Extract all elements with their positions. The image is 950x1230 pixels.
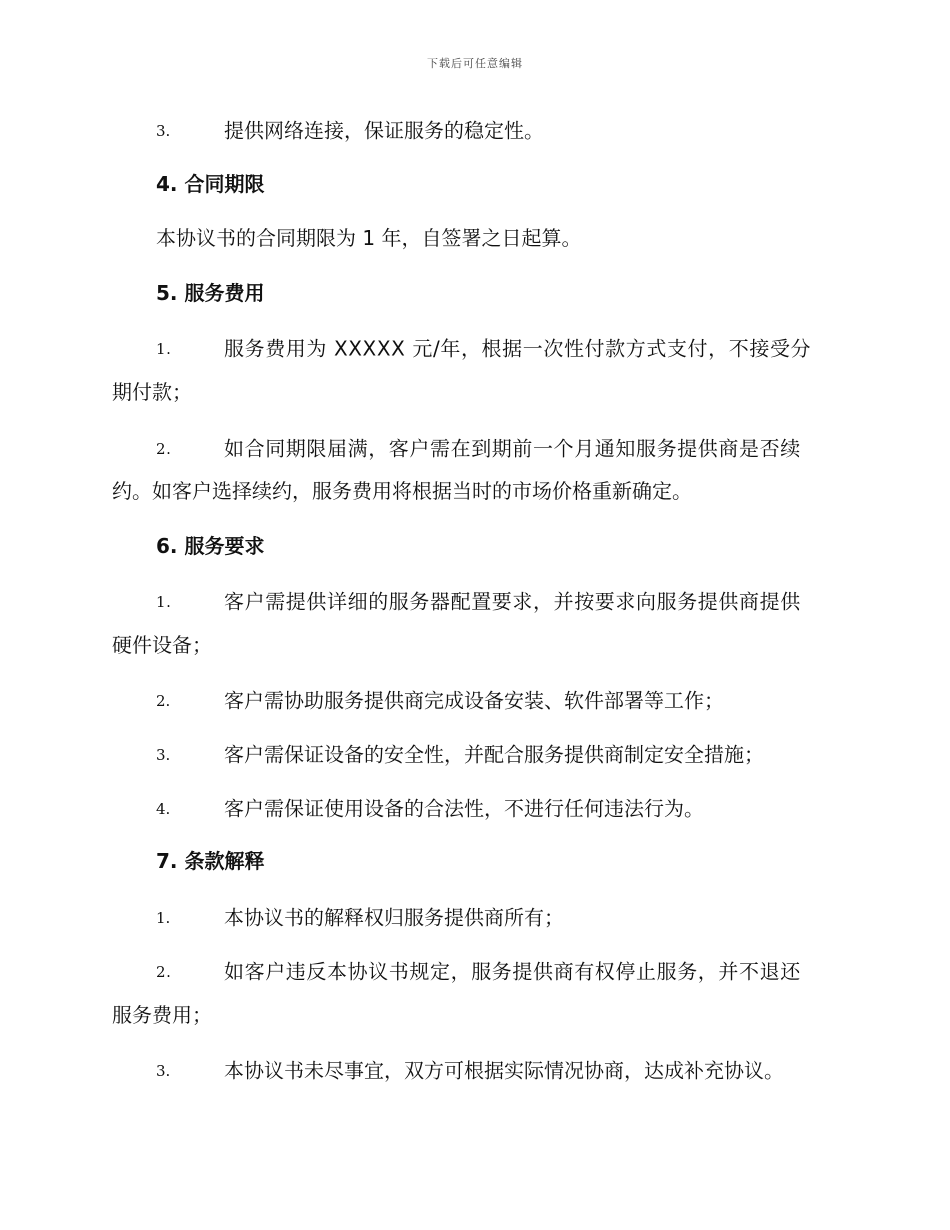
section-heading-term: 4. 合同期限	[156, 172, 265, 196]
list-item-number: 3.	[156, 745, 171, 764]
list-item	[156, 795, 886, 821]
list-item-number: 2.	[156, 439, 172, 458]
list-item-number: 1.	[156, 339, 172, 358]
list-item-number: 2.	[156, 691, 171, 710]
paragraph: 本协议书的合同期限为 1 年，自签署之日起算。	[156, 226, 582, 250]
list-item-number: 4.	[156, 799, 171, 818]
list-item-text: 客户需保证使用设备的合法性，不进行任何违法行为。	[224, 796, 704, 821]
section-heading-interpretation: 7. 条款解释	[156, 849, 265, 873]
list-item	[156, 741, 886, 767]
list-item-continuation: 期付款；	[112, 380, 192, 404]
list-item-text: 客户需协助服务提供商完成设备安装、软件部署等工作；	[224, 688, 724, 713]
list-item	[156, 687, 886, 713]
section-heading-fees: 5. 服务费用	[156, 281, 265, 305]
list-item	[156, 958, 886, 984]
list-item-text: 服务费用为 XXXXX 元/年，根据一次性付款方式支付，不接受分	[224, 336, 812, 361]
list-item-text: 如客户违反本协议书规定，服务提供商有权停止服务，并不退还	[224, 959, 801, 984]
list-item-continuation: 约。如客户选择续约，服务费用将根据当时的市场价格重新确定。	[112, 479, 692, 503]
list-item-text: 如合同期限届满，客户需在到期前一个月通知服务提供商是否续	[224, 436, 801, 461]
list-item-continuation: 服务费用；	[112, 1003, 212, 1027]
list-item-number: 1.	[156, 908, 171, 927]
list-item-text: 本协议书的解释权归服务提供商所有；	[224, 905, 564, 930]
list-item-number: 3.	[156, 121, 171, 140]
list-item	[156, 335, 886, 361]
list-item-number: 1.	[156, 592, 172, 611]
list-item	[156, 117, 886, 143]
list-item-number: 3.	[156, 1061, 171, 1080]
list-item-text: 客户需提供详细的服务器配置要求，并按要求向服务提供商提供	[224, 589, 801, 614]
page-header-note: 下载后可任意编辑	[427, 57, 523, 70]
list-item-text: 本协议书未尽事宜，双方可根据实际情况协商，达成补充协议。	[224, 1058, 784, 1083]
list-item-text: 提供网络连接，保证服务的稳定性。	[224, 118, 544, 143]
list-item-text: 客户需保证设备的安全性，并配合服务提供商制定安全措施；	[224, 742, 764, 767]
list-item-number: 2.	[156, 962, 172, 981]
list-item	[156, 588, 886, 614]
list-item	[156, 904, 886, 930]
list-item	[156, 435, 886, 461]
list-item-continuation: 硬件设备；	[112, 633, 212, 657]
list-item	[156, 1057, 886, 1083]
section-heading-requirements: 6. 服务要求	[156, 534, 265, 558]
